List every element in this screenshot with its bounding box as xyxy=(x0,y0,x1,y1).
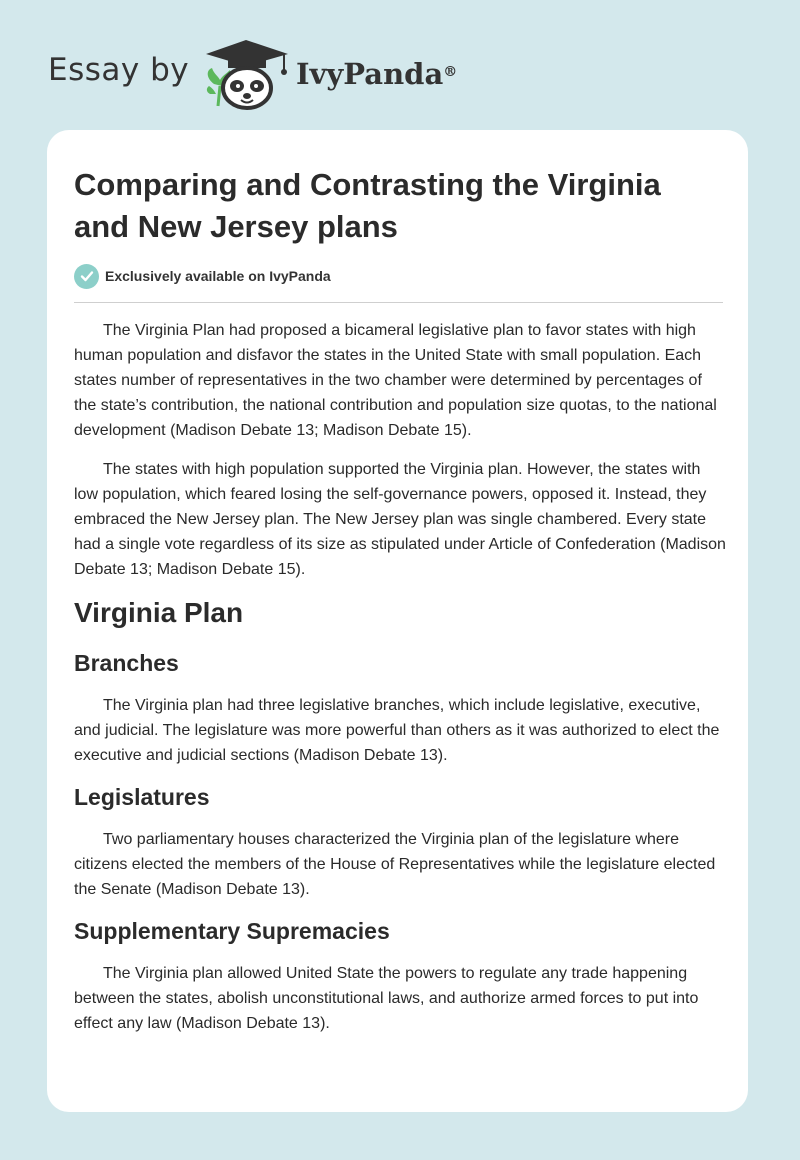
essay-body xyxy=(74,318,726,1050)
subsection-heading: Branches xyxy=(74,650,179,676)
divider xyxy=(74,302,723,303)
essay-title: Comparing and Contrasting the Virginia and New Jersey plans xyxy=(74,167,661,244)
brand-text: IvyPanda xyxy=(296,57,444,91)
section-heading: Virginia Plan xyxy=(74,597,244,628)
paragraph: The states with high population supported the Virginia plan. However, the states with low population, which feared losing the self-governance powers, opposed it. Instead, they embraced the New Jersey plan. The New Jersey plan was single chambered. Every state had a single vote regardless of its size as stipulated under Article of Confederation (Madison Debate 13; Madison Debate 15). xyxy=(74,461,726,578)
site-header xyxy=(0,0,800,120)
registered-mark: ® xyxy=(443,64,458,80)
essay-card xyxy=(47,130,748,1112)
subsection-heading: Legislatures xyxy=(74,784,210,810)
paragraph: The Virginia plan allowed United State the powers to regulate any trade happening between the states, abolish unconstitutional laws, and authorize armed forces to put into effect any law (Madison Debate 13). xyxy=(74,965,699,1032)
paragraph: The Virginia Plan had proposed a bicameral legislative plan to favor states with high human population and disfavor the states in the United State with small population. Each states number of representatives in the two chamber were determined by percentages of the state’s contribution, the national contribution and population size quotas, to the national development (Madison Debate 13; Madison Debate 15). xyxy=(74,322,717,439)
check-circle-icon xyxy=(74,264,99,289)
paragraph: The Virginia plan had three legislative branches, which include legislative, executive, and judicial. The legislature was more powerful than others as it was authorized to elect the executive and judicial sections (Madison Debate 13). xyxy=(74,697,720,764)
exclusive-badge xyxy=(74,263,331,289)
subsection-heading: Supplementary Supremacies xyxy=(74,918,390,944)
essay-by-label: Essay by xyxy=(48,52,190,88)
badge-text: Exclusively available on IvyPanda xyxy=(105,268,331,284)
ivypanda-brand-name[interactable] xyxy=(296,56,457,92)
ivypanda-logo-icon[interactable] xyxy=(200,36,292,110)
paragraph: Two parliamentary houses characterized the Virginia plan of the legislature where citizens elected the members of the House of Representatives while the legislature elected the Senate (Madison Debate 13). xyxy=(74,831,716,898)
